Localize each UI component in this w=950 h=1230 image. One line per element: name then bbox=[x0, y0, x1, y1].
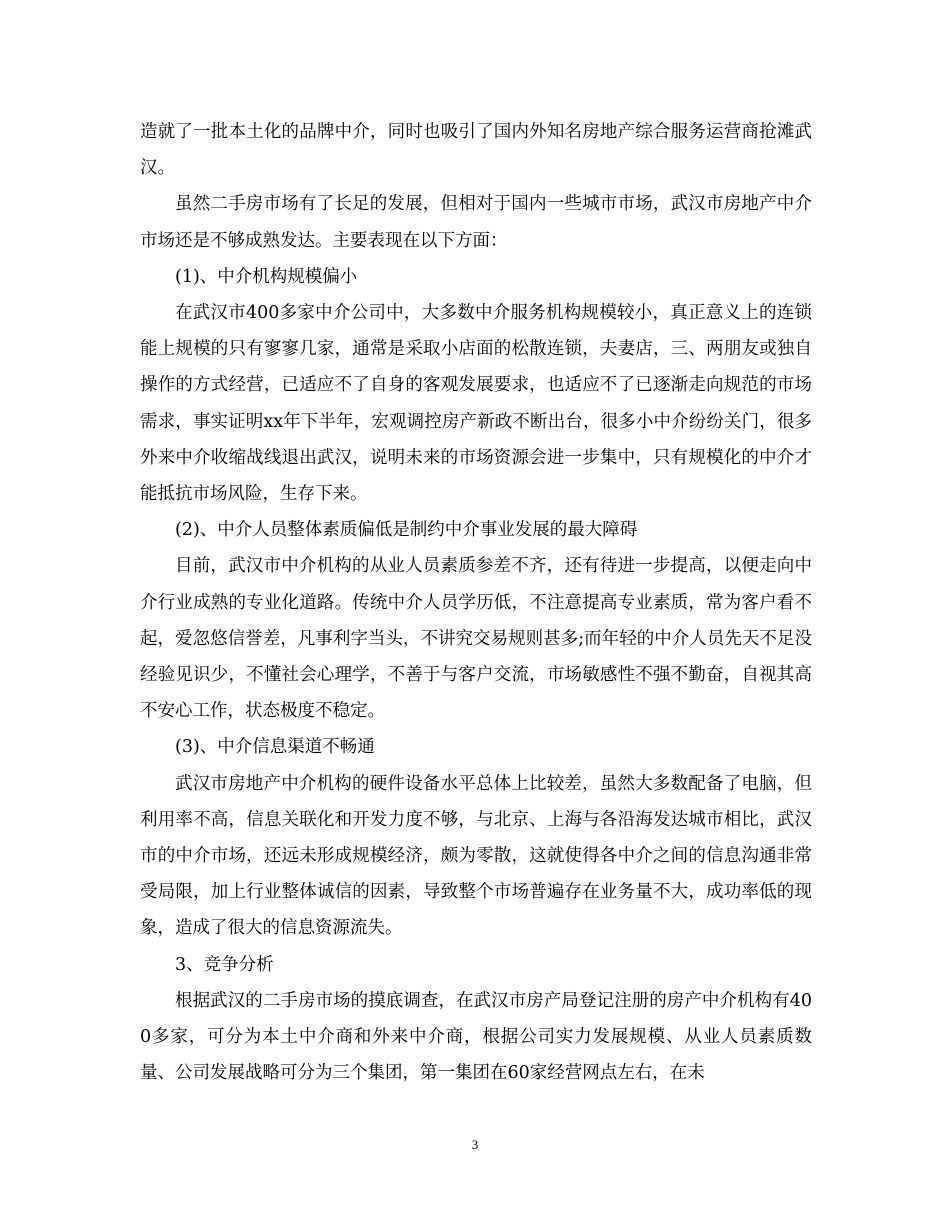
paragraph-2: 虽然二手房市场有了长足的发展，但相对于国内一些城市市场，武汉市房地产中介市场还是不够成熟发达。主要表现在以下方面： bbox=[140, 194, 812, 251]
paragraph-1: 造就了一批本土化的品牌中介，同时也吸引了国内外知名房地产综合服务运营商抢滩武汉。 bbox=[140, 122, 812, 179]
paragraph-6: 根据武汉的二手房市场的摸底调查，在武汉市房产局登记注册的房产中介机构有400多家，可分为本土中介商和外来中介商，根据公司实力发展规模、从业人员素质数量、公司发展战略可分为三个集团，第一集团在60家经营网点左右，在未 bbox=[140, 990, 812, 1084]
document-body bbox=[140, 114, 812, 1091]
section-heading-1: (1)、中介机构规模偏小 bbox=[175, 266, 358, 287]
section-heading-4: 3、竞争分析 bbox=[175, 954, 274, 975]
section-heading-3: (3)、中介信息渠道不畅通 bbox=[175, 737, 375, 758]
paragraph-5: 武汉市房地产中介机构的硬件设备水平总体上比较差，虽然大多数配备了电脑，但利用率不高，信息关联化和开发力度不够，与北京、上海与各沿海发达城市相比，武汉市的中介市场，还远未形成规模经济，颇为零散，这就使得各中介之间的信息沟通非常受局限，加上行业整体诚信的因素，导致整个市场普遍存在业务量不大，成功率低的现象，造成了很大的信息资源流失。 bbox=[140, 773, 812, 939]
page-number: 3 bbox=[471, 1137, 479, 1152]
paragraph-3: 在武汉市400多家中介公司中，大多数中介服务机构规模较小，真正意义上的连锁能上规模的只有寥寥几家，通常是采取小店面的松散连锁，夫妻店，三、两朋友或独自操作的方式经营，已适应不了自身的客观发展要求，也适应不了已逐渐走向规范的市场需求，事实证明xx年下半年，宏观调控房产新政不断出台，很多小中介纷纷关门，很多外来中介收缩战线退出武汉，说明未来的市场资源会进一步集中，只有规模化的中介才能抵抗市场风险，生存下来。 bbox=[140, 303, 812, 505]
section-heading-2: (2)、中介人员整体素质偏低是制约中介事业发展的最大障碍 bbox=[175, 520, 638, 541]
paragraph-4: 目前，武汉市中介机构的从业人员素质参差不齐，还有待进一步提高，以便走向中介行业成熟的专业化道路。传统中介人员学历低，不注意提高专业素质，常为客户看不起，爱忽悠信誉差，凡事利字当头，不讲究交易规则甚多;而年轻的中介人员先天不足没经验见识少，不懂社会心理学，不善于与客户交流，市场敏感性不强不勤奋，自视其高不安心工作，状态极度不稳定。 bbox=[140, 556, 812, 722]
